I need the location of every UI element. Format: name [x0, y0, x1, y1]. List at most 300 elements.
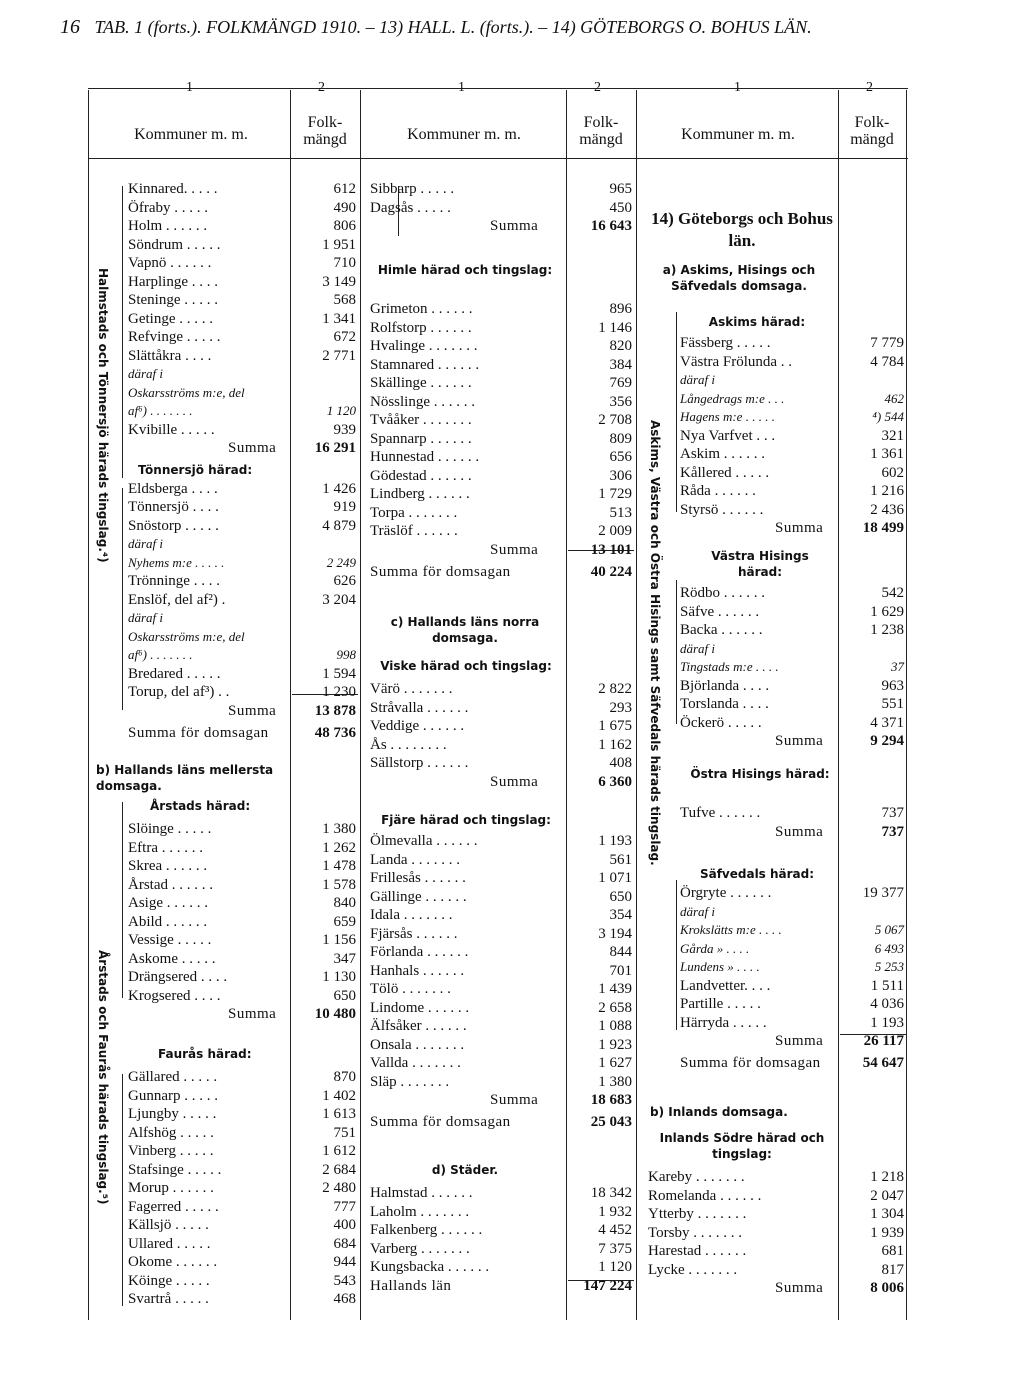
folkmangd-value: 1 613	[322, 1106, 356, 1122]
harad-heading: Årstads härad:	[150, 799, 251, 813]
folkmangd-value: 777	[333, 1198, 356, 1215]
kommun-name: Öckerö . . . . .	[680, 714, 762, 731]
folkmangd-value: 1 230	[322, 684, 356, 700]
folkmangd-value: 650	[609, 888, 632, 905]
kommun-name: Backa . . . . . .	[680, 622, 763, 638]
folkmangd-value: 963	[881, 677, 904, 694]
folkmangd-value: 681	[881, 1243, 904, 1259]
folkmangd-value: 1 130	[322, 969, 356, 985]
folkmangd-value: 1 629	[870, 603, 904, 620]
folkmangd-value: 2 771	[322, 347, 356, 364]
folkmangd-value: 356	[609, 393, 632, 410]
folkmangd-value: 1 162	[598, 736, 632, 753]
folkmangd-value: 1 120	[598, 1259, 632, 1275]
summa-label: Summa för domsagan	[370, 1114, 511, 1130]
folkmangd-value: 998	[336, 647, 356, 662]
folkmangd-value: 1 361	[870, 446, 904, 462]
kommun-name: Stråvalla . . . . . .	[370, 699, 469, 716]
folkmangd-value: 18 499	[862, 520, 904, 536]
kommun-name: Kållered . . . . .	[680, 464, 770, 481]
vertical-tingslag-label: Årstads och Faurås härads tingslag.⁵)	[96, 950, 110, 1205]
folkmangd-value: 1 939	[870, 1224, 904, 1241]
kommun-name: Eftra . . . . . .	[128, 839, 203, 856]
kommun-name: Hunnestad . . . . . .	[370, 449, 480, 465]
folkmangd-value: ⁴) 544	[872, 409, 904, 424]
kommun-name: Idala . . . . . . .	[370, 907, 453, 923]
folkmangd-value: 6 493	[874, 940, 904, 956]
folkmangd-value: 54 647	[862, 1055, 904, 1071]
kommun-name: Tönnersjö härad:	[138, 463, 253, 477]
kommun-name: Halmstad . . . . . .	[370, 1185, 473, 1201]
folkmangd-value: 684	[333, 1235, 356, 1252]
folkmangd-value: 4 784	[870, 353, 904, 370]
folkmangd-value: 939	[333, 421, 356, 438]
kommun-name: Ullared . . . . .	[128, 1235, 211, 1252]
summa-label: Hallands län	[370, 1277, 452, 1294]
summa-label: Summa	[490, 773, 539, 790]
kommun-name: Fjärsås . . . . . .	[370, 925, 458, 942]
summa-label: Summa för domsagan	[128, 724, 269, 741]
kommun-name: Gunnarp . . . . .	[128, 1087, 218, 1104]
kommun-name: Älfsåker . . . . . .	[370, 1018, 467, 1034]
kommun-name: Svartrå . . . . .	[128, 1291, 209, 1307]
kommun-name: däraf i	[128, 536, 164, 551]
folkmangd-value: 1 627	[598, 1055, 632, 1071]
folkmangd-value: 870	[333, 1069, 356, 1085]
folkmangd-value: 2 436	[870, 501, 904, 518]
folkmangd-value: 1 729	[598, 486, 632, 502]
kommun-name: Björlanda . . . .	[680, 677, 770, 694]
folkmangd-value: 7 779	[870, 335, 904, 351]
folkmangd-value: 40 224	[590, 563, 632, 580]
folkmangd-value: 1 088	[598, 1018, 632, 1034]
kommun-name: Kareby . . . . . . .	[648, 1169, 745, 1185]
kommuner-header: Kommuner m. m.	[681, 126, 795, 143]
folkmangd-value: 147 224	[583, 1277, 632, 1294]
kommun-name: Släp . . . . . . .	[370, 1073, 450, 1090]
kommun-name: Stafsinge . . . . .	[128, 1161, 222, 1178]
folkmangd-value: 1 156	[322, 932, 356, 948]
kommun-name: Öfraby . . . . .	[128, 199, 208, 216]
folkmangd-value: 1 238	[870, 622, 904, 638]
kommun-name: Eldsberga . . . .	[128, 480, 218, 497]
folkmangd-value: 450	[609, 199, 632, 216]
folkmangd-value: 347	[333, 950, 356, 967]
kommun-name: Landvetter. . . .	[680, 977, 771, 994]
folkmangd-value: 13 101	[590, 541, 632, 558]
summa-label: Summa	[775, 1280, 824, 1296]
kommun-name: Oskarsströms m:e, del	[128, 384, 245, 400]
folkmangd-value: 602	[881, 464, 904, 481]
kommun-name: Torslanda . . . .	[680, 696, 769, 712]
folkmangd-value: 18 342	[590, 1185, 632, 1201]
folkmangd-value: 1 439	[598, 981, 632, 997]
folkmangd-value: 2 249	[326, 554, 356, 570]
folkmangd-value: 2 822	[598, 681, 632, 697]
kommun-name: Värö . . . . . . .	[370, 681, 453, 697]
summa-label: Summa	[228, 1006, 277, 1022]
kommun-name: Vessige . . . . .	[128, 932, 212, 948]
folkmangd-value: 1 402	[322, 1087, 356, 1104]
kommun-name: däraf i	[680, 372, 716, 387]
kommun-name: Asige . . . . . .	[128, 895, 208, 911]
col-number: 2	[318, 80, 325, 95]
folkmangd-value: 462	[884, 390, 904, 406]
kommun-name: Tvååker . . . . . . .	[370, 412, 472, 428]
folkmangd-value: 3 149	[322, 273, 356, 290]
folkmangd-value: 1 594	[322, 665, 356, 682]
folkmangd-value: 1 675	[598, 718, 632, 734]
col-number: 2	[866, 80, 873, 95]
section-heading: b) Inlands domsaga.	[650, 1105, 788, 1119]
folkmangd-value: 19 377	[862, 885, 904, 901]
kommun-name: Laholm . . . . . . .	[370, 1203, 470, 1220]
folkmangd-value: 490	[333, 199, 356, 216]
section-heading: c) Hallands läns norra domsaga.	[390, 615, 540, 645]
kommun-name: Skrea . . . . . .	[128, 858, 208, 874]
harad-heading: Faurås härad:	[158, 1047, 252, 1061]
kommun-name: Kvibille . . . . .	[128, 421, 215, 438]
folkmangd-value: 1 262	[322, 839, 356, 856]
folkmangd-value: 5 253	[874, 959, 904, 974]
folkmangd-value: 1 341	[322, 310, 356, 327]
kommun-name: däraf i	[128, 610, 164, 625]
kommun-name: Krogsered . . . .	[128, 987, 221, 1004]
col-number: 1	[186, 80, 193, 95]
group-brace	[676, 312, 677, 512]
folkmangd-value: 1 478	[322, 858, 356, 874]
folkmangd-value: 568	[333, 292, 356, 308]
folkmangd-value: 4 036	[870, 996, 904, 1012]
county-title: 14) Göteborgs och Bohus län.	[651, 209, 833, 250]
folkmangd-value: 543	[333, 1272, 356, 1289]
harad-heading: Västra Hisings härad:	[711, 549, 809, 579]
kommun-name: däraf i	[680, 640, 716, 656]
folkmangd-value: 4 879	[322, 517, 356, 534]
folkmangd-value: 1 071	[598, 870, 632, 886]
folkmangd-value: 3 194	[598, 925, 632, 942]
kommun-name: Dagsås . . . . .	[370, 199, 451, 216]
kommun-name: Fässberg . . . . .	[680, 335, 771, 351]
kommun-name: Refvinge . . . . .	[128, 329, 221, 345]
folkmangd-value: 561	[609, 851, 632, 868]
kommun-name: Lindome . . . . . .	[370, 999, 470, 1016]
summa-label: Summa för domsagan	[680, 1055, 821, 1071]
folkmangd-value: 1 304	[870, 1206, 904, 1222]
kommun-name: Hvalinge . . . . . . .	[370, 338, 478, 354]
col-rule	[636, 90, 637, 1320]
folkmangd-value: 965	[609, 181, 632, 197]
folkmangd-value: 1 216	[870, 483, 904, 499]
kommun-name: Harestad . . . . . .	[648, 1243, 747, 1259]
col-rule	[566, 90, 567, 1320]
summa-label: Summa	[490, 541, 539, 558]
kommun-name: Snöstorp . . . . .	[128, 517, 219, 534]
col-rule	[906, 90, 907, 1320]
col-rule	[838, 90, 839, 1320]
kommun-name: Västra Frölunda . .	[680, 353, 793, 370]
kommun-name: Gödestad . . . . . .	[370, 467, 472, 484]
kommun-name: Gällared . . . . .	[128, 1069, 218, 1085]
kommun-name: Tingstads m:e . . . .	[680, 659, 779, 674]
kommuner-header: Kommuner m. m.	[407, 126, 521, 143]
folkmangd-value: 672	[333, 329, 356, 345]
folkmangd-value: 513	[609, 504, 632, 521]
kommun-name: Spannarp . . . . . .	[370, 430, 472, 447]
folkmangd-value: 809	[609, 430, 632, 447]
kommun-name: Slöinge . . . . .	[128, 821, 212, 837]
kommun-name: Gällinge . . . . . .	[370, 888, 467, 905]
folkmangd-value: 6 360	[598, 773, 632, 790]
folkmangd-value: 1 218	[870, 1169, 904, 1185]
folkmangd-value: 4 452	[598, 1222, 632, 1238]
folkmangd-value: 7 375	[598, 1240, 632, 1257]
kommun-name: Nya Varfvet . . .	[680, 427, 776, 444]
kommun-name: Getinge . . . . .	[128, 310, 213, 327]
folkmangd-value: 1 951	[322, 236, 356, 253]
folkmangd-value: 2 708	[598, 412, 632, 428]
kommun-name: däraf i	[680, 903, 716, 919]
kommun-name: Frillesås . . . . . .	[370, 870, 466, 886]
folkmangd-header: Folk- mängd	[850, 114, 894, 148]
kommun-name: Vinberg . . . . .	[128, 1143, 214, 1159]
folkmangd-value: 1 380	[598, 1073, 632, 1090]
kommun-name: Steninge . . . . .	[128, 292, 218, 308]
folkmangd-value: 9 294	[870, 733, 904, 749]
kommun-name: Falkenberg . . . . . .	[370, 1222, 483, 1238]
folkmangd-value: 817	[881, 1261, 904, 1278]
kommun-name: Grimeton . . . . . .	[370, 301, 473, 317]
folkmangd-value: 542	[881, 585, 904, 601]
kommun-name: Nyhems m:e . . . . .	[128, 554, 225, 570]
folkmangd-value: 468	[333, 1291, 356, 1307]
summa-label: Summa för domsagan	[370, 563, 511, 580]
kommun-name: Lindberg . . . . . .	[370, 486, 470, 502]
kommun-name: Rödbo . . . . . .	[680, 585, 766, 601]
folkmangd-value: 612	[333, 181, 356, 197]
page-number: 16	[60, 16, 80, 38]
folkmangd-value: 656	[609, 449, 632, 465]
col-rule	[360, 90, 361, 1320]
folkmangd-value: 710	[333, 255, 356, 271]
folkmangd-value: 919	[333, 499, 356, 515]
folkmangd-value: 1 511	[870, 977, 904, 994]
kommun-name: Skällinge . . . . . .	[370, 375, 472, 391]
kommun-name: Drängsered . . . .	[128, 969, 228, 985]
folkmangd-value: 1 193	[598, 833, 632, 849]
folkmangd-value: 354	[609, 907, 632, 923]
kommun-name: Lycke . . . . . . .	[648, 1261, 738, 1278]
kommun-name: Oskarsströms m:e, del	[128, 628, 245, 644]
kommun-name: Hagens m:e . . . . .	[680, 409, 775, 424]
col-number: 1	[734, 80, 741, 95]
folkmangd-value: 2 047	[870, 1187, 904, 1204]
kommun-name: Förlanda . . . . . .	[370, 944, 469, 960]
kommun-name: Okome . . . . . .	[128, 1254, 218, 1270]
table-top-rule	[88, 88, 908, 89]
kommun-name: Örgryte . . . . . .	[680, 885, 772, 901]
folkmangd-value: 2 658	[598, 999, 632, 1016]
kommun-name: Rolfstorp . . . . . .	[370, 319, 472, 336]
folkmangd-value: 2 009	[598, 523, 632, 539]
folkmangd-value: 1 612	[322, 1143, 356, 1159]
kommun-name: Kungsbacka . . . . . .	[370, 1259, 490, 1275]
kommun-name: Söndrum . . . . .	[128, 236, 221, 253]
folkmangd-value: 26 117	[863, 1033, 904, 1049]
folkmangd-value: 13 878	[314, 702, 356, 719]
kommun-name: Bredared . . . . .	[128, 665, 221, 682]
summa-label: Summa	[775, 1033, 824, 1049]
kommun-name: Sällstorp . . . . . .	[370, 755, 469, 771]
summa-label: Summa	[490, 1092, 539, 1108]
folkmangd-value: 751	[333, 1124, 356, 1141]
kommun-name: Köinge . . . . .	[128, 1272, 210, 1289]
kommun-name: Råda . . . . . .	[680, 483, 756, 499]
kommun-name: Abild . . . . . .	[128, 913, 208, 930]
folkmangd-value: 659	[333, 913, 356, 930]
folkmangd-value: 4 371	[870, 714, 904, 731]
kommun-name: Lundens » . . . .	[680, 959, 760, 974]
kommun-name: Morup . . . . . .	[128, 1180, 214, 1196]
folkmangd-value: 321	[881, 427, 904, 444]
kommun-name: Slättåkra . . . .	[128, 347, 212, 364]
kommuner-header: Kommuner m. m.	[134, 126, 248, 143]
folkmangd-header: Folk- mängd	[579, 114, 623, 148]
folkmangd-value: 16 291	[314, 440, 356, 456]
folkmangd-value: 701	[609, 962, 632, 979]
harad-heading: Viske härad och tingslag:	[380, 659, 552, 673]
folkmangd-value: 1 578	[322, 876, 356, 893]
folkmangd-header: Folk- mängd	[303, 114, 347, 148]
folkmangd-value: 8 006	[870, 1280, 904, 1296]
kommun-name: Partille . . . . .	[680, 996, 761, 1012]
folkmangd-value: 1 120	[326, 403, 356, 418]
kommun-name: Styrsö . . . . . .	[680, 501, 764, 518]
folkmangd-value: 306	[609, 467, 632, 484]
folkmangd-value: 1 932	[598, 1203, 632, 1220]
folkmangd-value: 2 684	[322, 1161, 356, 1178]
summa-label: Summa	[228, 440, 277, 456]
summa-label: Summa	[490, 218, 539, 234]
group-brace	[122, 488, 123, 710]
harad-heading: Säfvedals härad:	[699, 867, 815, 881]
kommun-name: Torup, del af³) . .	[128, 684, 230, 700]
kommun-name: Säfve . . . . . .	[680, 603, 760, 620]
folkmangd-value: 408	[609, 755, 632, 771]
page-header	[60, 16, 812, 39]
kommun-name: Vapnö . . . . . .	[128, 255, 212, 271]
kommun-name: Holm . . . . . .	[128, 218, 208, 234]
summa-label: Summa	[775, 733, 824, 749]
vertical-tingslag-label: Halmstads och Tönnersjö härads tingslag.⁴)	[96, 268, 110, 563]
kommun-name: Källsjö . . . . .	[128, 1217, 209, 1233]
col-rule	[88, 90, 89, 1320]
kommun-name: Krokslätts m:e . . . .	[680, 922, 782, 937]
folkmangd-value: 650	[333, 987, 356, 1004]
folkmangd-value: 1 923	[598, 1036, 632, 1053]
folkmangd-value: 737	[881, 823, 904, 840]
folkmangd-value: 10 480	[314, 1006, 356, 1022]
folkmangd-value: 769	[609, 375, 632, 391]
summa-label: Summa	[775, 520, 824, 536]
kommun-name: Nösslinge . . . . . .	[370, 393, 475, 410]
group-brace	[122, 1074, 123, 1306]
folkmangd-value: 1 193	[870, 1014, 904, 1031]
group-brace	[676, 580, 677, 724]
kommun-name: Torsby . . . . . . .	[648, 1224, 742, 1241]
kommun-name: Hanhals . . . . . .	[370, 962, 465, 979]
folkmangd-value: 1 426	[322, 480, 356, 497]
kommun-name: Sibbarp . . . . .	[370, 181, 455, 197]
kommun-name: Alfshög . . . . .	[128, 1124, 214, 1141]
kommun-name: Trönninge . . . .	[128, 573, 220, 589]
folkmangd-value: 37	[891, 659, 904, 674]
folkmangd-value: 2 480	[322, 1180, 356, 1196]
kommun-name: Onsala . . . . . . .	[370, 1036, 465, 1053]
kommun-name: däraf i	[128, 366, 164, 381]
folkmangd-value: 18 683	[590, 1092, 632, 1108]
kommun-name: Torpa . . . . . . .	[370, 504, 458, 521]
harad-heading: Himle härad och tingslag:	[377, 263, 553, 277]
folkmangd-value: 806	[333, 218, 356, 234]
kommun-name: Kinnared. . . . .	[128, 181, 218, 197]
folkmangd-value: 820	[609, 338, 632, 354]
col-number: 2	[594, 80, 601, 95]
folkmangd-value: 384	[609, 356, 632, 373]
kommun-name: Årstad . . . . . .	[128, 876, 213, 893]
col-rule	[290, 90, 291, 1320]
kommun-name: Vallda . . . . . . .	[370, 1055, 461, 1071]
kommun-name: Ljungby . . . . .	[128, 1106, 217, 1122]
section-heading: b) Hallands läns mellersta domsaga.	[96, 763, 274, 793]
harad-heading: Inlands Södre härad och tingslag:	[659, 1131, 825, 1161]
kommun-name: Tönnersjö . . . .	[128, 499, 219, 515]
folkmangd-value: 844	[609, 944, 632, 960]
folkmangd-value: 25 043	[590, 1114, 632, 1130]
section-heading: a) Askims, Hisings och Säfvedals domsaga.	[662, 263, 816, 293]
kommun-name: Varberg . . . . . . .	[370, 1240, 470, 1257]
folkmangd-value: 840	[333, 895, 356, 911]
kommun-name: Tölö . . . . . . .	[370, 981, 451, 997]
folkmangd-value: 551	[881, 696, 904, 712]
folkmangd-value: 16 643	[590, 218, 632, 234]
kommun-name: Askome . . . . .	[128, 950, 216, 967]
kommun-name: Tufve . . . . . .	[680, 805, 761, 821]
kommun-name: Romelanda . . . . . .	[648, 1187, 762, 1204]
kommun-name: Askim . . . . . .	[680, 446, 766, 462]
group-brace	[122, 186, 123, 478]
group-brace	[122, 802, 123, 998]
kommun-name: Ås . . . . . . . .	[370, 736, 447, 753]
page-title: TAB. 1 (forts.). FOLKMÄNGD 1910. – 13) HALL. L. (forts.). – 14) GÖTEBORGS O. BOHUS LÄN.	[94, 17, 812, 37]
kommun-name: Gårda » . . . .	[680, 940, 750, 956]
kommun-name: Fagerred . . . . .	[128, 1198, 219, 1215]
folkmangd-value: 626	[333, 573, 356, 589]
kommun-name: Långedrags m:e . . .	[680, 390, 785, 406]
kommun-name: Härryda . . . . .	[680, 1014, 767, 1031]
kommun-name: af⁶) . . . . . . .	[128, 403, 193, 418]
folkmangd-value: 737	[881, 805, 904, 821]
kommun-name: Veddige . . . . . .	[370, 718, 465, 734]
folkmangd-value: 896	[609, 301, 632, 317]
folkmangd-value: 1 146	[598, 319, 632, 336]
harad-heading: Fjäre härad och tingslag:	[381, 813, 551, 827]
kommun-name: Enslöf, del af²) .	[128, 591, 226, 608]
section-heading: d) Städer.	[431, 1163, 499, 1177]
harad-heading: Östra Hisings härad:	[690, 767, 830, 781]
kommun-name: Ölmevalla . . . . . .	[370, 833, 478, 849]
folkmangd-value: 3 204	[322, 591, 356, 608]
